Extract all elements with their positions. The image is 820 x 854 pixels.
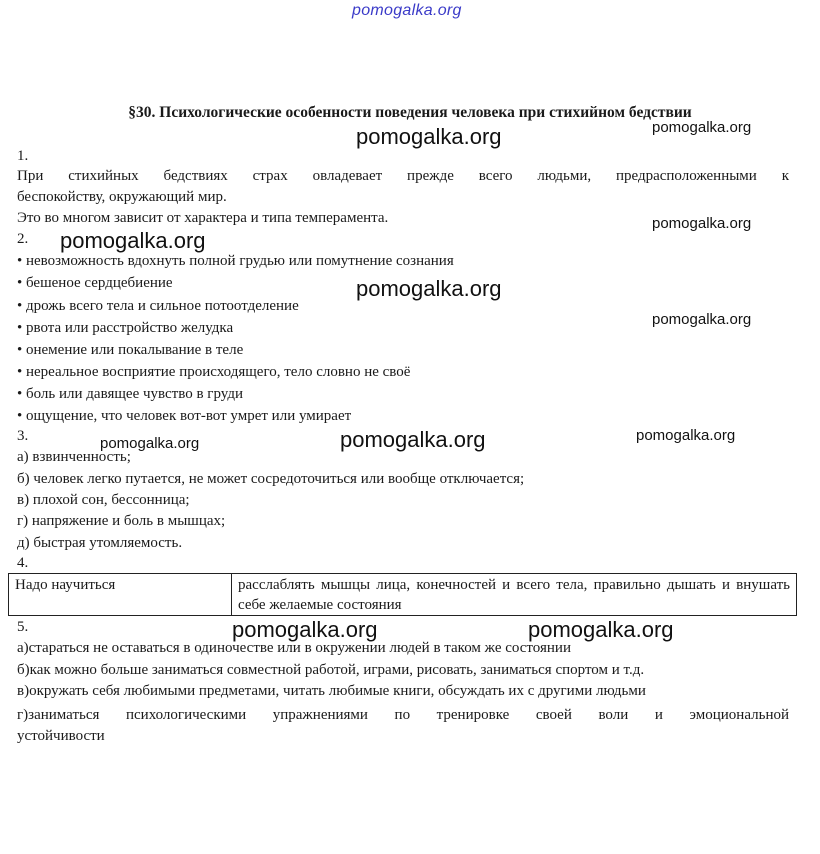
watermark: pomogalka.org [652, 215, 752, 232]
paragraph-line: беспокойству, окружающий мир. [17, 189, 227, 205]
table-cell-value: расслаблять мышцы лица, конечностей и всего тела, правильно дышать и внушать себе желаемые состояния [232, 574, 797, 616]
table-row [9, 574, 797, 616]
section-number: 5. [17, 619, 29, 635]
list-item: г)заниматься психологическими упражнениями по тренировке своей воли и эмоциональной [17, 707, 789, 723]
watermark: pomogalka.org [356, 124, 502, 149]
skills-table [8, 573, 797, 616]
section-number: 1. [17, 148, 29, 164]
list-item: • нереальное восприятие происходящего, тело словно не своё [17, 364, 410, 381]
paragraph-line: Это во многом зависит от характера и типа темперамента. [17, 210, 389, 226]
list-item: д) быстрая утомляемость. [17, 535, 183, 551]
watermark: pomogalka.org [528, 617, 674, 642]
list-item: • рвота или расстройство желудка [17, 320, 233, 337]
watermark: pomogalka.org [652, 119, 752, 136]
table-cell-label: Надо научиться [9, 574, 232, 616]
watermark: pomogalka.org [652, 311, 752, 328]
list-item: а)стараться не оставаться в одиночестве или в окружении людей в таком же состоянии [17, 640, 571, 656]
list-item: а) взвинченность; [17, 449, 131, 465]
list-item: • бешеное сердцебиение [17, 275, 173, 292]
list-item-continuation: устойчивости [17, 728, 105, 744]
list-item: г) напряжение и боль в мышцах; [17, 513, 226, 529]
watermark: pomogalka.org [356, 276, 502, 301]
paragraph-line: При стихийных бедствиях страх овладевает прежде всего людьми, предрасположенными к [17, 168, 789, 184]
list-item: в)окружать себя любимыми предметами, читать любимые книги, обсуждать их с другими людьми [17, 683, 646, 699]
section-number: 2. [17, 231, 29, 247]
list-item: • боль или давящее чувство в груди [17, 386, 243, 403]
watermark: pomogalka.org [636, 427, 736, 444]
list-item: в) плохой сон, бессонница; [17, 492, 190, 508]
watermark: pomogalka.org [100, 435, 200, 452]
watermark: pomogalka.org [340, 427, 486, 452]
list-item: • ощущение, что человек вот-вот умрет или умирает [17, 408, 351, 425]
list-item: б) человек легко путается, не может сосредоточиться или вообще отключается; [17, 471, 525, 487]
list-item: б)как можно больше заниматься совместной работой, играми, рисовать, заниматься спортом и т.д. [17, 662, 645, 678]
watermark-top: pomogalka.org [352, 2, 462, 19]
section-number: 3. [17, 428, 29, 444]
page-title: §30. Психологические особенности поведения человека при стихийном бедствии [128, 104, 692, 121]
section-number: 4. [17, 555, 29, 571]
watermark: pomogalka.org [60, 228, 206, 253]
list-item: • невозможность вдохнуть полной грудью или помутнение сознания [17, 253, 454, 270]
list-item: • дрожь всего тела и сильное потоотделение [17, 298, 299, 315]
watermark: pomogalka.org [232, 617, 378, 642]
list-item: • онемение или покалывание в теле [17, 342, 243, 359]
